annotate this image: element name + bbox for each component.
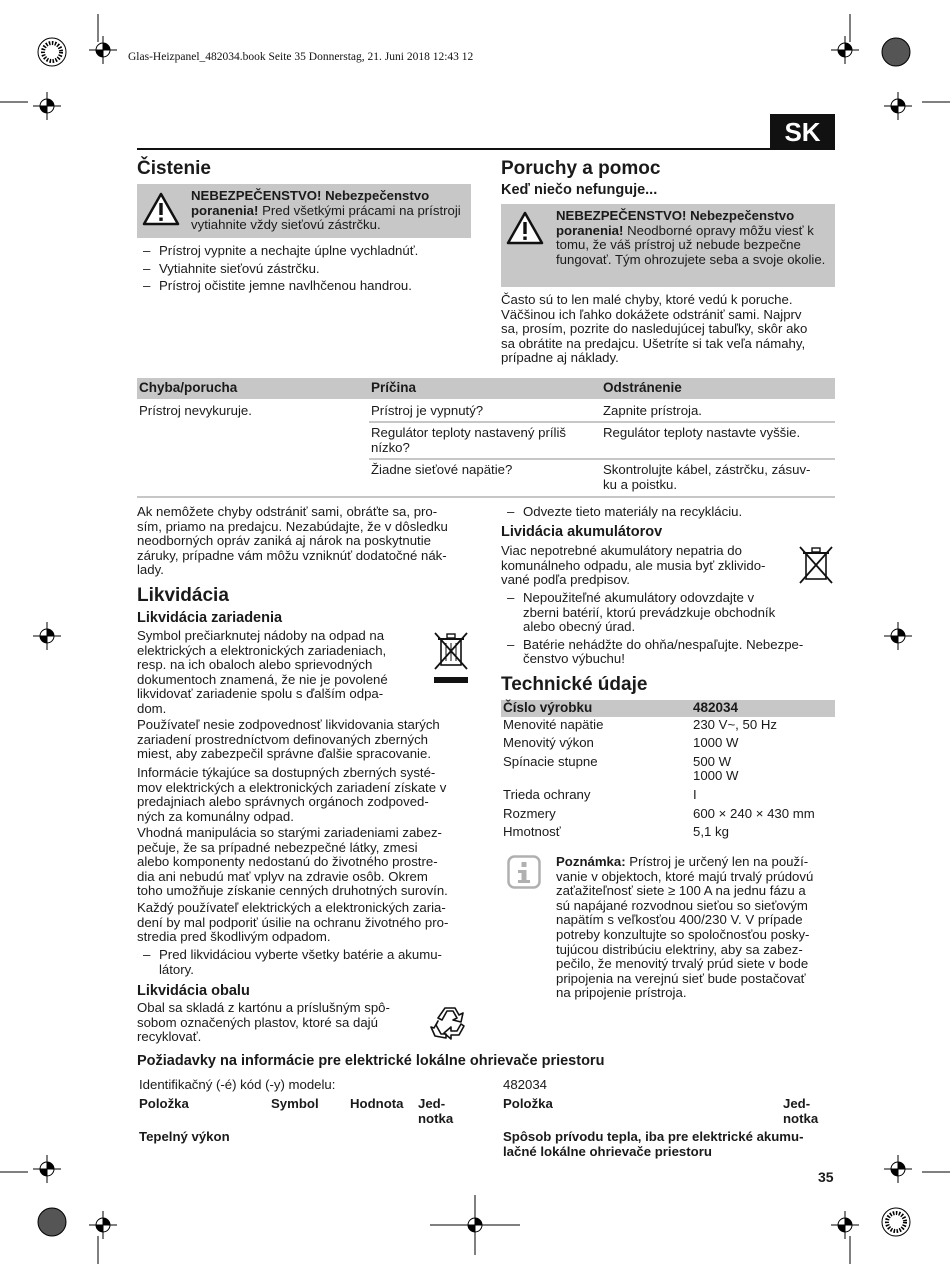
cleaning-warning-bold: NEBEZPEČENSTVO! Nebezpečenstvo poranenia! [191,188,430,218]
disposal-title: Likvidácia [137,585,229,606]
req-left-row: Tepelný výkon [139,1129,230,1144]
after-table-text: Ak nemôžete chyby odstrániť sami, obráťte sa, pro- sím, priamo na predajcu. Nezabúdajte, že v dôsledku neodborných opráv zaniká aj nárok na poskytnutie záruky, prípadne vám môžu vzniknúť dodatočné nák- lady. [137,504,448,578]
troubleshooting-title: Poruchy a pomoc [501,158,661,179]
warning-triangle-icon [506,211,544,245]
info-icon [507,855,541,889]
column-header: Číslo výrobku [501,700,691,717]
device-disposal-title: Likvidácia zariadenia [137,610,283,626]
packaging-disposal-text: Obal sa skladá z kartónu a príslušným spô- sobom označených plastov, ktoré sa dajú recyklovať. [137,1000,390,1045]
table-cell: Regulátor teploty nastavte vyššie. [601,422,835,459]
language-tab: SK [770,114,835,150]
troubleshooting-subtitle: Keď niečo nefunguje... [501,182,658,198]
crossed-bin-battery-icon [797,544,835,584]
req-left-col-value: Hodnota [350,1096,404,1111]
req-right-col-item: Položka [503,1096,553,1111]
fault-table [137,378,835,498]
table-cell [137,459,369,496]
list-item: – Odvezte tieto materiály na recykláciu. [507,504,743,519]
troubleshooting-warning-box [501,204,835,287]
technical-title: Technické údaje [501,674,648,695]
cleaning-warning-text: Pred všetkými prácami na prístroji vytiahnite vždy sieťovú zástrčku. [191,202,461,233]
column-header: Chyba/porucha [137,378,369,399]
table-row [137,422,835,459]
device-disposal-p1: Symbol prečiarknutej nádoby na odpad na elektrických a elektronických zariadeniach, resp. na ich obaloch alebo sprievodných dokumentoch znamená, že nie je povolené likvidovať zariadenie spolu s ďalším odpa- dom. [137,628,388,716]
list-item: – Vytiahnite sieťovú zástrčku. [143,260,320,276]
table-row: Menovité napätie 230 V~, 50 Hz [503,716,777,732]
req-left-col-item: Položka [139,1096,189,1111]
table-header-row [137,378,835,399]
table-row: Spínacie stupne 500 W 1000 W [503,753,739,784]
table-row [137,459,835,496]
device-disposal-p2: Používateľ nesie zodpovednosť likvidovania starých zariadení prostredníctvom definovaných zberných miest, aby zabezpečil správne ďalšie spracovanie. [137,717,440,762]
device-disposal-step [137,948,477,977]
device-disposal-p4: Vhodná manipulácia so starými zariadeniami zabez- pečuje, že sa prípadné nebezpečné látky, zmesi alebo komponenty nedostanú do životného prostre- dia ani nebudú mať vplyv na zdravie osôb. Okrem toho umožňuje získanie cenných druhotných surovín. [137,825,448,899]
req-right-row: Spôsob prívodu tepla, iba pre elektrické akumu- lačné lokálne ohrievače priestoru [503,1129,804,1159]
table-cell: Prístroj nevykuruje. [139,402,252,418]
technical-note [556,855,841,1001]
table-cell: Prístroj je vypnutý? [369,399,601,423]
troubleshooting-warning-bold: NEBEZPEČENSTVO! Nebezpečenstvo poranenia! [556,208,795,238]
table-cell: Skontrolujte kábel, zástrčku, zásuv- ku a poistku. [601,459,835,496]
note-label: Poznámka: [556,854,626,869]
cleaning-title: Čistenie [137,158,211,179]
list-item: – Batérie nehádžte do ohňa/nespaľujte. Nebezpe- čenstvo výbuchu! [507,636,804,667]
warning-triangle-icon [142,192,180,226]
column-header: Odstránenie [601,378,835,399]
req-left-col-symbol: Symbol [271,1096,319,1111]
req-right-col-unit: Jed- notka [783,1096,819,1126]
list-item: – Prístroj vypnite a nechajte úplne vychladnúť. [143,243,419,258]
table-cell: Žiadne sieťové napätie? [369,459,601,496]
device-disposal-p5: Každý používateľ elektrických a elektronických zaria- dení by mal podporiť úsilie na ochranu životného pro- stredia pred škodlivým odpadom. [137,900,449,945]
column-header: Príčina [369,378,601,399]
table-cell: Regulátor teploty nastavený príliš nízko? [369,422,601,459]
table-row: Menovitý výkon 1000 W [503,735,739,751]
column-header: 482034 [691,700,835,717]
list-item: – Prístroj očistite jemne navlhčenou handrou. [143,278,412,294]
battery-disposal-text: Viac nepotrebné akumulátory nepatria do komunálneho odpadu, ale musia byť zklivido- vané podľa predpisov. [501,543,766,588]
list-item: – Nepoužiteľné akumulátory odovzdajte v zberni batérií, ktorú prevádzkuje obchodník alebo obecný úrad. [507,590,776,635]
troubleshooting-intro: Často sú to len malé chyby, ktoré vedú k poruche. Väčšinou ich ľahko dokážete odstrániť sami. Najprv sa, prosím, pozrite do nasledujúcej tabuľky, skôr ako sa obrátite na predajcu. Ušetríte si tak veľa námahy, prípadne aj náklady. [501,292,808,366]
model-label: Identifikačný (-é) kód (-y) modelu: [139,1077,336,1092]
battery-disposal-title: Lividácia akumulátorov [501,524,663,540]
device-disposal-p3: Informácie týkajúce sa dostupných zberných systé- mov elektrických a elektronických zariadení získate v predajniach alebo správnych orgánoch zodpoved- ných za komunálny odpad. [137,765,447,824]
requirements-title: Požiadavky na informácie pre elektrické lokálne ohrievače priestoru [137,1053,605,1069]
file-header-line: Glas-Heizpanel_482034.book Seite 35 Donnerstag, 21. Juni 2018 12:43 12 [128,51,474,63]
table-row: Trieda ochrany I [503,786,697,802]
battery-steps [501,591,841,667]
recycling-icon [430,1002,470,1042]
recycle-step [501,505,841,520]
table-header-row [501,700,835,717]
table-row: Rozmery 600 × 240 × 430 mm [503,805,815,821]
table-row: Hmotnosť 5,1 kg [503,824,729,840]
table-cell: Zapnite prístroja. [601,399,835,423]
table-row [137,399,835,423]
cleaning-warning-box [137,184,471,238]
technical-table [501,700,835,843]
list-item: – Pred likvidáciou vyberte všetky batérie a akumu- látory. [143,947,442,977]
crossed-bin-icon [432,630,470,686]
note-text: Prístroj je určený len na použí- vanie v objektoch, ktoré majú trvalý prúdovú zaťažiteľnosť siete ≥ 100 A na jednu fázu a sú napájané rozvodnou sieťou so sieťovým napätím s veľkosťou 400/230 V. V prípade potreby konzultujte so spoločnosťou posky- tujúcou distribúciu elektriny, aby sa zabez- pečilo, že menovitý trvalý prúd siete v bode pripojenia na verejnú sieť bude postačovať na pripojenie prístroja. [556,854,814,1001]
packaging-disposal-title: Likvidácia obalu [137,983,250,999]
table-cell [137,422,369,459]
model-value: 482034 [503,1077,548,1092]
req-left-col-unit: Jed- notka [418,1096,454,1126]
header-rule [137,148,835,150]
page-number: 35 [818,1169,834,1185]
cleaning-steps [137,244,471,294]
troubleshooting-warning-text: Neodborné opravy môžu viesť k tomu, že váš prístroj už nebude bezpečne fungovať. Tým ohrozujete seba a svoje okolie. [556,222,826,267]
